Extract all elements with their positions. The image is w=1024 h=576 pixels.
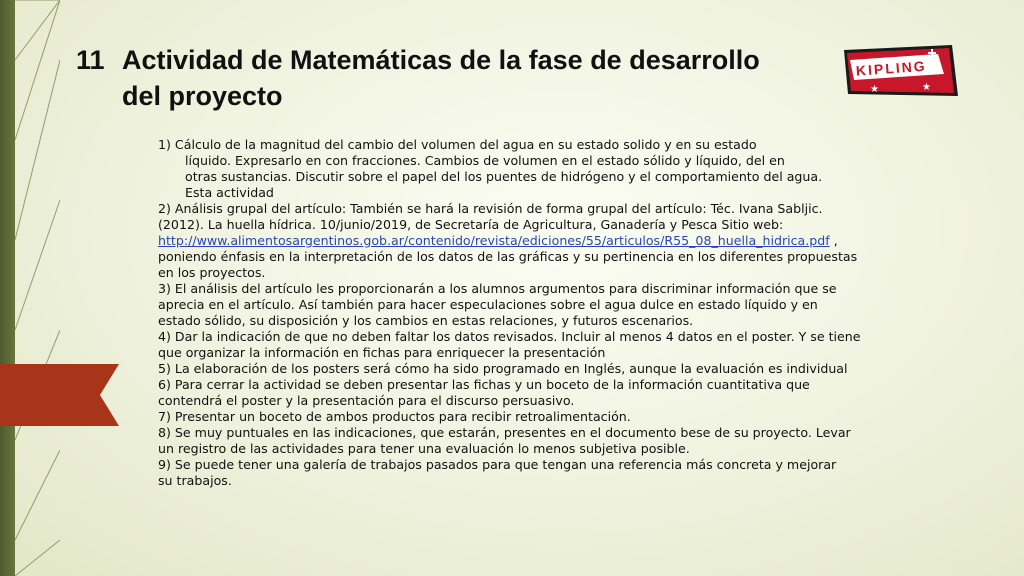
item-4-line-1: 4) Dar la indicación de que no deben faltar los datos revisados. Incluir al menos 4 datos en el poster. Y se tiene (158, 329, 861, 344)
item-6-line-1: 6) Para cerrar la actividad se deben presentar las fichas y un boceto de la información cuantitativa que (158, 377, 810, 392)
svg-text:★: ★ (870, 84, 879, 95)
activity-text (158, 137, 1016, 489)
title-line-1: Actividad de Matemáticas de la fase de desarrollo (122, 45, 760, 75)
item-1 (158, 137, 1016, 201)
item-4-line-2: que organizar la información en fichas para enriquecer la presentación (158, 345, 606, 360)
svg-text:KIPLING: KIPLING (855, 57, 928, 79)
item-8-line-1: 8) Se muy puntuales en las indicaciones, que estarán, presentes en el documento bese de su proyecto. Levar (158, 425, 851, 440)
item-9-line-2: su trabajos. (158, 473, 232, 488)
item-2-line-2: (2012). La huella hídrica. 10/junio/2019, de Secretaría de Agricultura, Ganadería y Pesca Sitio web: (158, 217, 784, 232)
item-7 (158, 409, 1016, 425)
item-3-line-1: 3) El análisis del artículo les proporcionarán a los alumnos argumentos para discriminar información que se (158, 281, 837, 296)
item-9 (158, 457, 1016, 489)
item-1-line-2: líquido. Expresarlo en con fracciones. Cambios de volumen en el estado sólido y líquido, del en (185, 153, 785, 168)
accent-tab (0, 364, 119, 426)
item-7-line-1: 7) Presentar un boceto de ambos productos para recibir retroalimentación. (158, 409, 631, 424)
item-2 (158, 201, 1016, 281)
item-2-line-5: en los proyectos. (158, 265, 266, 280)
kipling-logo-icon (840, 40, 960, 102)
item-8-line-2: un registro de las actividades para tener una evaluación lo menos subjetiva posible. (158, 441, 690, 456)
decorative-lines (0, 0, 60, 576)
item-6 (158, 377, 1016, 409)
item-5-line-1: 5) La elaboración de los posters será cómo ha sido programado en Inglés, aunque la evaluación es individual (158, 361, 848, 376)
title-line-2: del proyecto (122, 81, 283, 111)
item-3 (158, 281, 1016, 329)
item-1-line-3: otras sustancias. Discutir sobre el papel del los puentes de hidrógeno y el comportamiento del agua. (185, 169, 823, 184)
item-6-line-2: contendrá el poster y la presentación para el discurso persuasivo. (158, 393, 575, 408)
slide-number: 11 (76, 45, 105, 75)
item-3-line-3: estado sólido, su disposición y los cambios en estas relaciones, y futuros escenarios. (158, 313, 694, 328)
item-2-link-after: , (829, 233, 838, 248)
slide-title (76, 42, 836, 114)
item-9-line-1: 9) Se puede tener una galería de trabajos pasados para que tengan una referencia más concreta y mejorar (158, 457, 837, 472)
item-1-line-1: 1) Cálculo de la magnitud del cambio del volumen del agua en su estado solido y en su estado (158, 137, 757, 152)
item-1-line-4: Esta actividad (185, 185, 274, 200)
item-2-line-4: poniendo énfasis en la interpretación de los datos de las gráficas y su pertinencia en los diferentes propuestas (158, 249, 858, 264)
item-4 (158, 329, 1016, 361)
item-2-line-1: 2) Análisis grupal del artículo: También se hará la revisión de forma grupal del artículo: Téc. Ivana Sabljic. (158, 201, 823, 216)
item-3-line-2: aprecia en el artículo. Así también para hacer especulaciones sobre el agua dulce en estado líquido y en (158, 297, 818, 312)
item-5 (158, 361, 1016, 377)
svg-text:★: ★ (922, 82, 931, 93)
item-8 (158, 425, 1016, 457)
article-link[interactable]: http://www.alimentosargentinos.gob.ar/contenido/revista/ediciones/55/articulos/R55_08_huella_hidrica.pdf (158, 233, 830, 248)
